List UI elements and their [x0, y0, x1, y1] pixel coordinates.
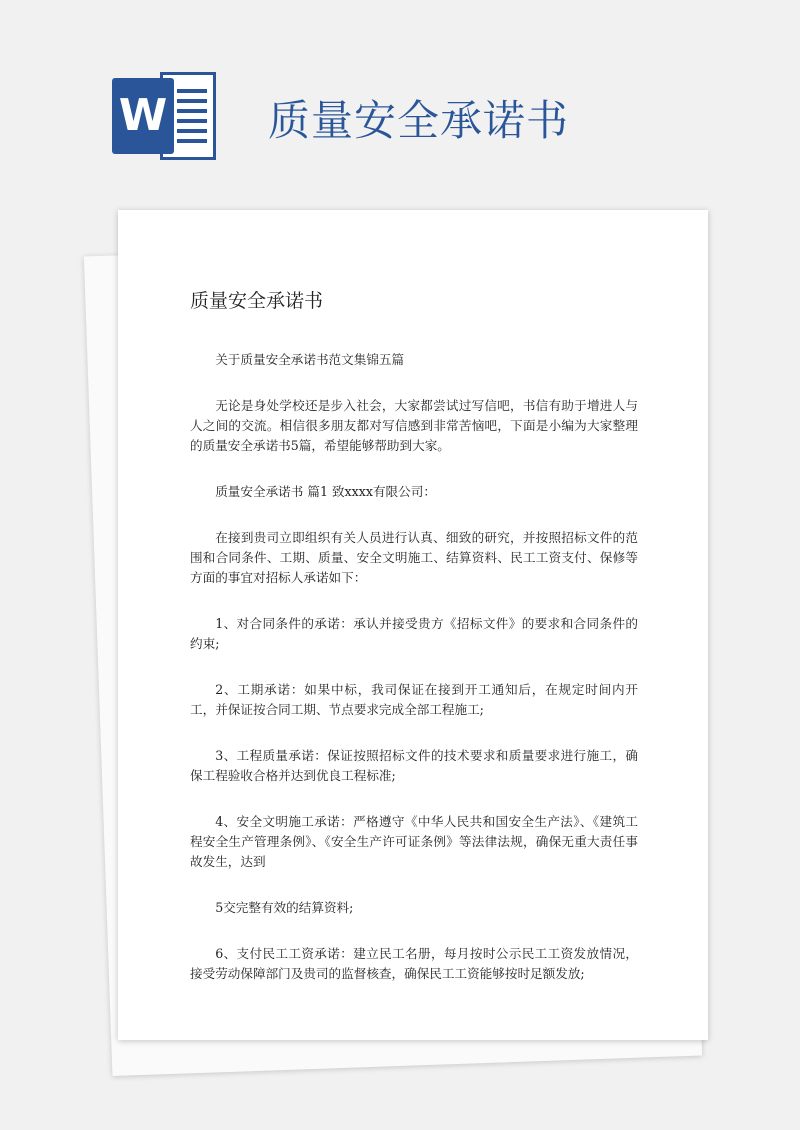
paragraph-preamble: 在接到贵司立即组织有关人员进行认真、细致的研究，并按照招标文件的范围和合同条件、工期、质量、安全文明施工、结算资料、民工工资支付、保修等方面的事宜对招标人承诺如下： [190, 530, 638, 585]
document-body [190, 350, 638, 1010]
paragraph-item-3: 3、工程质量承诺：保证按照招标文件的技术要求和质量要求进行施工，确保工程验收合格并达到优良工程标准; [190, 748, 638, 783]
banner-title: 质量安全承诺书 [268, 96, 570, 145]
word-document-icon [112, 72, 216, 160]
document-page [118, 210, 708, 1040]
paragraph-intro: 无论是身处学校还是步入社会，大家都尝试过写信吧，书信有助于增进人与人之间的交流。相信很多朋友都对写信感到非常苦恼吧，下面是小编为大家整理的质量安全承诺书5篇，希望能够帮助到大家。 [190, 398, 638, 453]
document-title: 质量安全承诺书 [190, 290, 324, 312]
paragraph-item-5: 5交完整有效的结算资料; [215, 900, 354, 915]
header-banner [0, 0, 800, 200]
paragraph-item-4: 4、安全文明施工承诺：严格遵守《中华人民共和国安全生产法》、《建筑工程安全生产管理条例》、《安全生产许可证条例》等法律法规，确保无重大责任事故发生，达到 [190, 814, 638, 869]
paragraph-item-1: 1、对合同条件的承诺：承认并接受贵方《招标文件》的要求和合同条件的约束; [190, 616, 638, 651]
paragraph-subtitle: 关于质量安全承诺书范文集锦五篇 [215, 352, 405, 367]
paragraph-item-6: 6、支付民工工资承诺：建立民工名册，每月按时公示民工工资发放情况，接受劳动保障部门及贵司的监督核查，确保民工工资能够按时足额发放; [190, 946, 638, 981]
paragraph-addressee: 质量安全承诺书 篇1 致xxxx有限公司： [215, 484, 436, 499]
word-letter-icon: W [112, 78, 174, 154]
paragraph-item-2: 2、工期承诺：如果中标，我司保证在接到开工通知后，在规定时间内开工，并保证按合同工期、节点要求完成全部工程施工; [190, 682, 638, 717]
